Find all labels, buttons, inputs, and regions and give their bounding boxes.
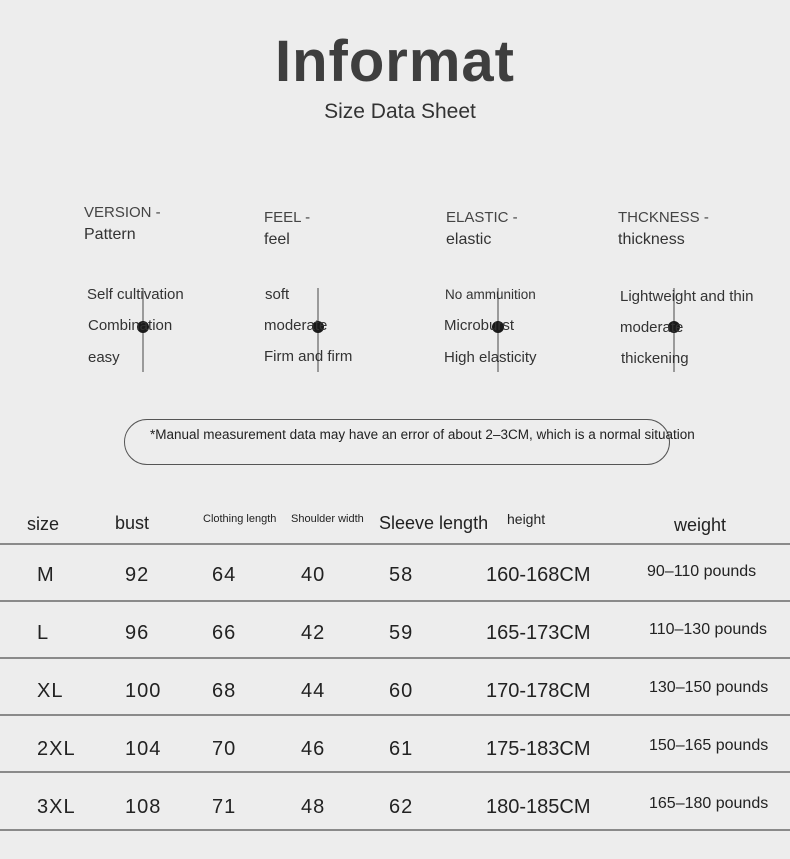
table-rule — [0, 829, 790, 831]
attr-feel-option-2: moderate — [264, 317, 328, 334]
cell-shoulder-width: 40 — [301, 564, 326, 586]
attr-elastic-option-2: Microburst — [444, 317, 515, 334]
cell-sleeve-length: 60 — [389, 680, 414, 702]
cell-bust: 100 — [125, 680, 162, 702]
attr-feel-label: FEEL - — [264, 209, 311, 226]
cell-height: 160-168CM — [486, 564, 591, 586]
cell-height: 180-185CM — [486, 796, 591, 818]
attr-version-option-2: Combination — [88, 317, 173, 334]
attr-thickness-label: THCKNESS - — [618, 209, 709, 226]
attr-thickness-heading — [618, 207, 709, 251]
table-rule — [0, 600, 790, 602]
measurement-note-frame — [124, 419, 670, 465]
cell-height: 170-178CM — [486, 680, 591, 702]
attr-version-option-1: Self cultivation — [87, 286, 184, 303]
table-rule — [0, 771, 790, 773]
cell-clothing-length: 71 — [212, 796, 237, 818]
cell-clothing-length: 66 — [212, 622, 237, 644]
attr-version-option-3: easy — [88, 349, 120, 366]
attr-feel-sub: feel — [264, 231, 290, 248]
table-rule — [0, 543, 790, 545]
header-weight: weight — [674, 515, 727, 535]
cell-size: XL — [37, 680, 64, 702]
attr-version-sub: Pattern — [84, 226, 136, 243]
cell-sleeve-length: 61 — [389, 738, 414, 760]
cell-bust: 104 — [125, 738, 162, 760]
attr-elastic-label: ELASTIC - — [446, 209, 518, 226]
cell-bust: 108 — [125, 796, 162, 818]
cell-weight: 165–180 pounds — [649, 795, 769, 812]
cell-shoulder-width: 42 — [301, 622, 326, 644]
cell-size: M — [37, 564, 55, 586]
cell-weight: 110–130 pounds — [649, 621, 768, 638]
cell-height: 165-173CM — [486, 622, 591, 644]
cell-sleeve-length: 62 — [389, 796, 414, 818]
cell-clothing-length: 70 — [212, 738, 237, 760]
cell-sleeve-length: 59 — [389, 622, 414, 644]
cell-weight: 150–165 pounds — [649, 737, 769, 754]
cell-weight: 90–110 pounds — [647, 563, 757, 580]
attr-thickness-option-3: thickening — [621, 350, 689, 367]
attr-elastic-sub: elastic — [446, 231, 492, 248]
table-rule — [0, 714, 790, 716]
attr-version-label: VERSION - — [84, 204, 161, 221]
attr-elastic-option-1: No ammunition — [445, 287, 536, 302]
attr-feel-heading — [264, 207, 310, 251]
page-subtitle: Size Data Sheet — [324, 100, 476, 123]
attr-elastic-option-3: High elasticity — [444, 349, 537, 366]
attr-thickness-sub: thickness — [618, 231, 685, 248]
cell-shoulder-width: 48 — [301, 796, 326, 818]
header-sleeve-length: Sleeve length — [379, 513, 489, 533]
attr-elastic-heading — [446, 207, 518, 251]
cell-size: 3XL — [37, 796, 76, 818]
header-height: height — [507, 511, 546, 527]
cell-size: L — [37, 622, 50, 644]
cell-height: 175-183CM — [486, 738, 591, 760]
attr-feel-option-1: soft — [265, 286, 290, 303]
cell-shoulder-width: 46 — [301, 738, 326, 760]
cell-clothing-length: 68 — [212, 680, 237, 702]
header-clothing-length: Clothing length — [203, 513, 277, 525]
cell-size: 2XL — [37, 738, 76, 760]
measurement-note: *Manual measurement data may have an error of about 2–3CM, which is a normal situation — [150, 427, 695, 442]
page-title: Informat — [275, 29, 515, 94]
cell-sleeve-length: 58 — [389, 564, 414, 586]
attr-thickness-option-1: Lightweight and thin — [620, 288, 754, 305]
header-bust: bust — [115, 513, 150, 533]
cell-bust: 96 — [125, 622, 150, 644]
attr-thickness-option-2: moderate — [620, 319, 684, 336]
cell-bust: 92 — [125, 564, 150, 586]
attr-version-heading — [84, 202, 161, 246]
header-size: size — [27, 514, 60, 534]
cell-shoulder-width: 44 — [301, 680, 326, 702]
attr-feel-option-3: Firm and firm — [264, 348, 353, 365]
header-shoulder-width: Shoulder width — [291, 513, 364, 525]
cell-weight: 130–150 pounds — [649, 679, 769, 696]
table-rule — [0, 657, 790, 659]
cell-clothing-length: 64 — [212, 564, 237, 586]
